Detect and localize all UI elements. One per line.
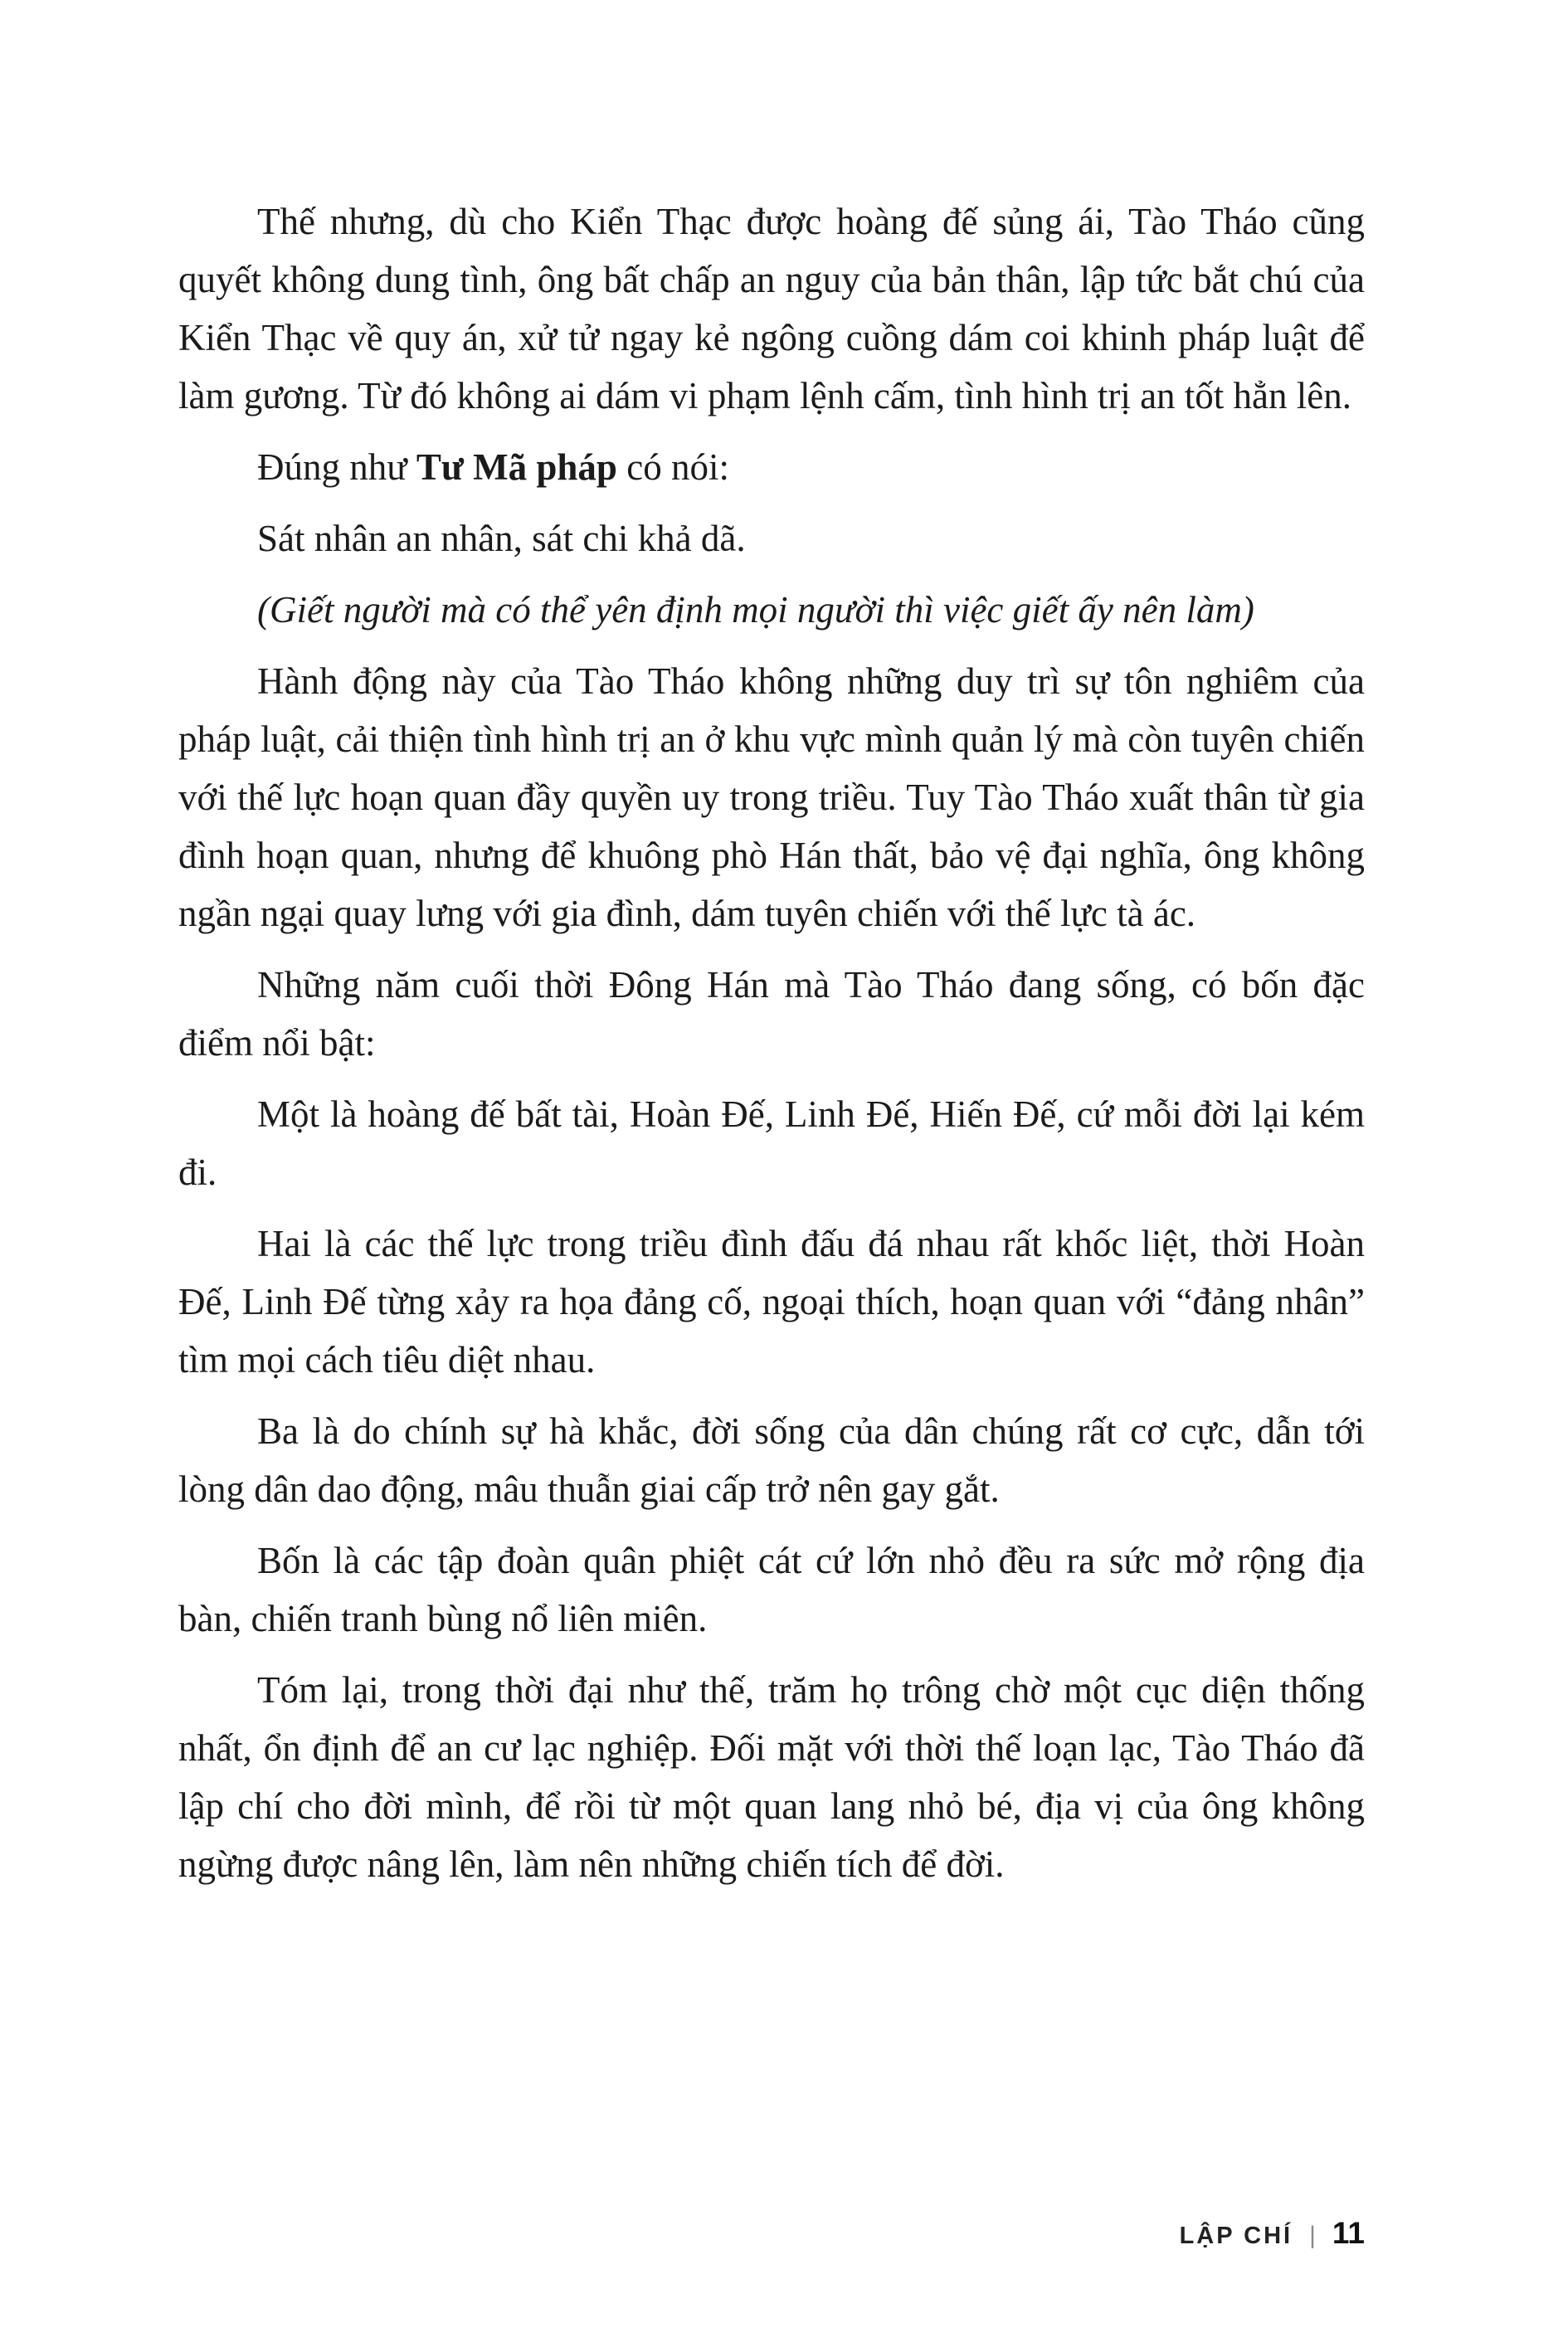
footer-separator: | bbox=[1309, 2222, 1316, 2249]
book-title-bold: Tư Mã pháp bbox=[416, 446, 617, 488]
paragraph-suffix: có nói: bbox=[616, 446, 729, 488]
paragraph: Ba là do chính sự hà khắc, đời sống của dân chúng rất cơ cực, dẫn tới lòng dân dao động, mâu thuẫn giai cấp trở nên gay gắt. bbox=[178, 1410, 1365, 1510]
page-footer bbox=[1180, 2216, 1365, 2251]
paragraph-with-bold-title bbox=[178, 438, 1365, 496]
quote-translation-italic: (Giết người mà có thể yên định mọi người thì việc giết ấy nên làm) bbox=[257, 589, 1254, 631]
paragraph: Bốn là các tập đoàn quân phiệt cát cứ lớn nhỏ đều ra sức mở rộng địa bàn, chiến tranh bùng nổ liên miên. bbox=[178, 1540, 1365, 1639]
paragraph: Hành động này của Tào Tháo không những duy trì sự tôn nghiêm của pháp luật, cải thiện tình hình trị an ở khu vực mình quản lý mà còn tuyên chiến với thế lực hoạn quan đầy quyền uy trong triều. Tuy Tào Tháo xuất thân từ gia đình hoạn quan, nhưng để khuông phò Hán thất, bảo vệ đại nghĩa, ông không ngần ngại quay lưng với gia đình, dám tuyên chiến với thế lực tà ác. bbox=[178, 660, 1365, 934]
paragraph-prefix: Đúng như bbox=[257, 446, 416, 488]
text-block bbox=[178, 192, 1365, 1906]
paragraph: Tóm lại, trong thời đại như thế, trăm họ trông chờ một cục diện thống nhất, ổn định để an cư lạc nghiệp. Đối mặt với thời thế loạn lạc, Tào Tháo đã lập chí cho đời mình, để rồi từ một quan lang nhỏ bé, địa vị của ông không ngừng được nâng lên, làm nên những chiến tích để đời. bbox=[178, 1669, 1365, 1885]
page-number: 11 bbox=[1332, 2216, 1365, 2250]
chapter-label: LẬP CHÍ bbox=[1179, 2223, 1293, 2249]
paragraph: Thế nhưng, dù cho Kiển Thạc được hoàng đế sủng ái, Tào Tháo cũng quyết không dung tình, ông bất chấp an nguy của bản thân, lập tức bắt chú của Kiển Thạc về quy án, xử tử ngay kẻ ngông cuồng dám coi khinh pháp luật để làm gương. Từ đó không ai dám vi phạm lệnh cấm, tình hình trị an tốt hẳn lên. bbox=[178, 201, 1365, 416]
quote-line: Sát nhân an nhân, sát chi khả dã. bbox=[257, 518, 746, 559]
paragraph: Hai là các thế lực trong triều đình đấu đá nhau rất khốc liệt, thời Hoàn Đế, Linh Đế từng xảy ra họa đảng cố, ngoại thích, hoạn quan với “đảng nhân” tìm mọi cách tiêu diệt nhau. bbox=[178, 1223, 1365, 1381]
paragraph: Những năm cuối thời Đông Hán mà Tào Tháo đang sống, có bốn đặc điểm nổi bật: bbox=[178, 964, 1365, 1064]
paragraph: Một là hoàng đế bất tài, Hoàn Đế, Linh Đế, Hiến Đế, cứ mỗi đời lại kém đi. bbox=[178, 1093, 1365, 1193]
